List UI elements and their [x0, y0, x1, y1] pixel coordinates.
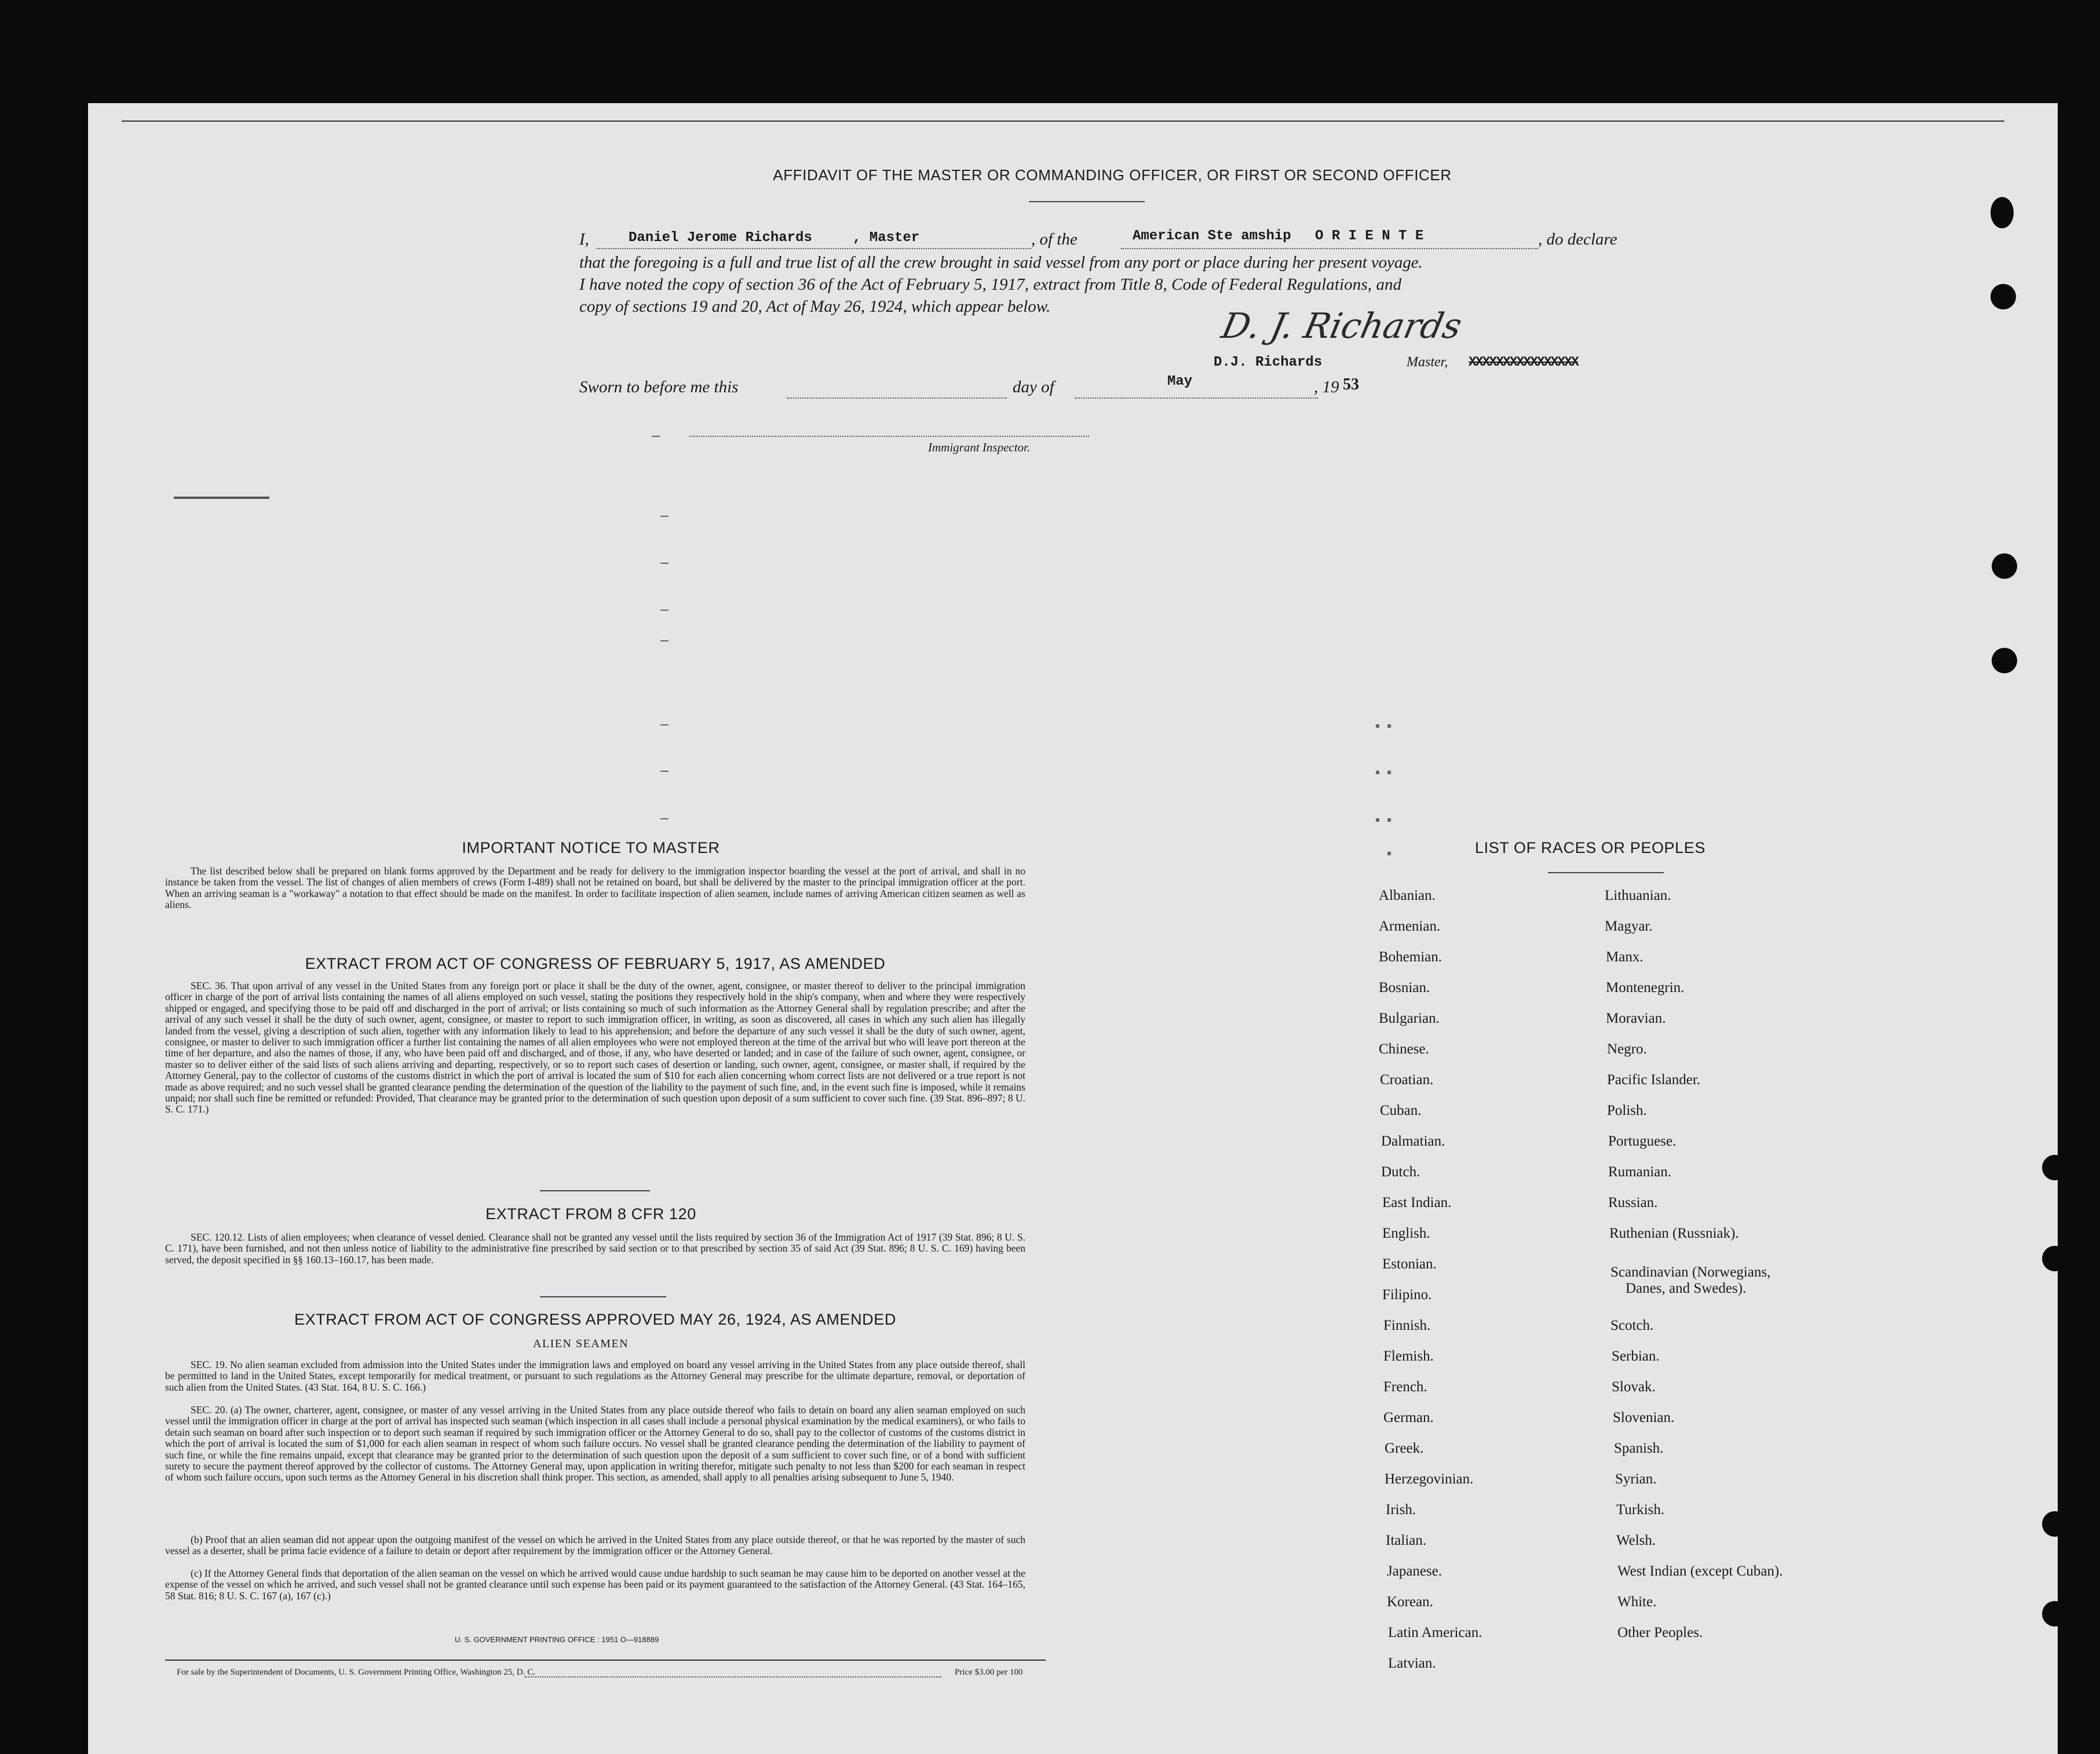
sworn-day-line [787, 398, 1007, 399]
race-item: White. [1617, 1594, 1657, 1610]
notice-text: The list described below shall be prepared on blank forms approved by the Department and be ready for delivery to the immigration inspector boarding the vessel at the port of arrival, and shall in no instance be taken from the vessel. The list of changes of alien members of crews (Form I-489) shall not be retained on board, but shall be delivered by the master to the principal immigration officer at the port. When an arriving seaman is a "workaway" a notation to that effect should be made on the manifest. In order to facilitate inspection of alien seamen, include names of arriving American citizen seamen as well as aliens. [165, 865, 1025, 911]
handwritten-signature [1218, 306, 1466, 347]
binder-hole [2042, 1155, 2068, 1180]
binder-hole [1991, 284, 2016, 309]
master-name: Daniel Jerome Richards [629, 230, 812, 246]
alien-seamen-subtitle: ALIEN SEAMEN [533, 1337, 629, 1350]
sworn-year: 53 [1343, 375, 1359, 393]
vessel-name: O R I E N T E [1315, 228, 1424, 244]
of-the-text: , of the [1031, 230, 1078, 249]
race-item: Rumanian. [1608, 1164, 1672, 1180]
affidavit-line-3: I have noted the copy of section 36 of the Act of February 5, 1917, extract from Title 8, Code of Federal Regulations, and [579, 275, 1402, 294]
left-tick [660, 771, 669, 772]
left-tick [652, 436, 660, 437]
right-tick [1376, 724, 1379, 728]
race-item: Scotch. [1610, 1318, 1654, 1333]
race-item: Flemish. [1383, 1348, 1434, 1364]
race-item: Bosnian. [1379, 980, 1430, 995]
race-item: West Indian (except Cuban). [1617, 1563, 1783, 1579]
affidavit-line-4: copy of sections 19 and 20, Act of May 26, 1924, which appear below. [579, 297, 1051, 316]
left-tick [660, 724, 669, 725]
race-item: German. [1383, 1410, 1434, 1425]
sworn-text: Sworn to before me this [579, 378, 739, 396]
race-item: Latvian. [1388, 1655, 1436, 1671]
document-sheet [88, 103, 2058, 1754]
race-item: Italian. [1386, 1533, 1427, 1548]
extract-1917-title: EXTRACT FROM ACT OF CONGRESS OF FEBRUARY 5, 1917, AS AMENDED [305, 955, 886, 972]
top-border-rule [122, 121, 2004, 122]
footer-left: For sale by the Superintendent of Documents, U. S. Government Printing Office, Washington 25, D. C. [177, 1668, 535, 1677]
race-item: Magyar. [1605, 918, 1653, 934]
inspector-line [689, 436, 1089, 437]
vessel-type: American Ste amship [1133, 228, 1291, 244]
signature-typed: D.J. Richards [1214, 355, 1323, 370]
race-item: Welsh. [1616, 1533, 1656, 1548]
inspector-label: Immigrant Inspector. [928, 440, 1031, 454]
left-tick [660, 610, 669, 611]
right-tick [1387, 818, 1391, 822]
right-tick [1387, 771, 1391, 774]
binder-hole [2042, 1246, 2068, 1271]
do-declare-text: , do declare [1538, 230, 1617, 249]
race-item: Moravian. [1606, 1011, 1666, 1026]
left-tick [660, 563, 669, 564]
race-item: Portuguese. [1608, 1133, 1677, 1149]
sworn-month-line [1075, 398, 1318, 399]
race-item: Montenegrin. [1606, 980, 1685, 995]
race-item: Armenian. [1379, 918, 1441, 934]
affidavit-line-2: that the foregoing is a full and true list of all the crew brought in said vessel from any port or place during her present voyage. [579, 253, 1423, 272]
day-of-text: day of [1013, 378, 1054, 396]
extract-1917-text: SEC. 36. That upon arrival of any vessel in the United States from any foreign port or place it shall be the duty of the owner, agent, consignee, or master thereof to deliver to the principal immigration officer in charge of the port of arrival lists containing the names of all aliens employed on such vessel, stating the positions they respectively hold in the ship's company, when and where they were respectively shipped or engaged, and specifying those to be paid off and discharged in the port of arrival; or lists containing so much of such information as the Attorney General shall by regulation prescribe; and after the arrival of any such vessel it shall be the duty of such owner, agent, consignee, or master to report to such immigration officer, in writing, as soon as discovered, all cases in which any such alien has illegally landed from the vessel, giving a description of such alien, together with any information likely to lead to his apprehension; and before the departure of any such vessel it shall be the duty of such owner, agent, consignee, or master to deliver to such immigration officer a further list containing the names of all alien employees who were not employed thereon at the time of the arrival but who will leave port thereon at the time of her departure, and also the names of those, if any, who have been paid off and discharged, and of those, if any, who have deserted or landed; and in case of the failure of such owner, agent, consignee, or master so to deliver either of the said lists of such aliens arriving and departing, respectively, or so to report such cases of desertion or landing, such owner, agent, consignee, or master shall, if required by the Attorney General, pay to the collector of customs of the customs district in which the port of arrival is located the sum of $10 for each alien concerning whom correct lists are not delivered or a true report is not made as above required; and no such vessel shall be granted clearance pending the determination of the question of the liability to the payment of such fine, and, in the event such fine is imposed, while it remains unpaid; nor shall such fine be remitted or refunded: Provided, That clearance may be granted prior to the determination of such question upon deposit of a sum sufficient to cover such fine. (39 Stat. 896–897; 8 U. S. C. 171.) [165, 980, 1025, 1115]
races-title-underline [1548, 872, 1664, 873]
race-item: Latin American. [1388, 1625, 1482, 1640]
sworn-month: May [1167, 374, 1193, 389]
race-item: Filipino. [1382, 1287, 1432, 1303]
race-item: Albanian. [1379, 888, 1436, 903]
footer-right: Price $3.00 per 100 [955, 1668, 1023, 1677]
race-item: Spanish. [1614, 1441, 1664, 1456]
race-item: Russian. [1608, 1195, 1658, 1210]
notice-title: IMPORTANT NOTICE TO MASTER [462, 839, 720, 856]
race-item: Cuban. [1380, 1103, 1422, 1118]
race-item: Irish. [1386, 1502, 1416, 1518]
race-item: Pacific Islander. [1607, 1072, 1701, 1088]
race-item: Japanese. [1387, 1563, 1442, 1579]
races-title: LIST OF RACES OR PEOPLES [1474, 839, 1706, 856]
signature-script: D. J. Richards [1218, 306, 1466, 347]
race-item: Slovenian. [1613, 1410, 1675, 1425]
left-tick [660, 818, 669, 819]
race-item: Slovak. [1612, 1379, 1656, 1395]
extract-1924-title: EXTRACT FROM ACT OF CONGRESS APPROVED MAY 26, 1924, AS AMENDED [294, 1311, 896, 1328]
section-divider [540, 1296, 666, 1297]
extract-1924-sec19: SEC. 19. No alien seaman excluded from admission into the United States under the immigration laws and employed on board any vessel arriving in the United States from any place outside thereof, shall be permitted to land in the United States, except temporarily for medical treatment, or pursuant to such regulations as the Attorney General may prescribe for the ultimate departure, removal, or deportation of such alien from the United States. (43 Stat. 164, 8 U. S. C. 166.) [165, 1359, 1025, 1393]
left-tick [660, 640, 669, 641]
race-item: Serbian. [1612, 1348, 1660, 1364]
extract-1924-sec20b: (b) Proof that an alien seaman did not appear upon the outgoing manifest of the vessel on which he arrived in the United States from any place outside thereof, or that he was reported by the master of such vessel as a deserter, shall be prima facie evidence of a failure to detain or deport after requirement by the immigration officer or the Attorney General. [165, 1534, 1025, 1557]
binder-hole [1992, 648, 2017, 673]
master-label: Master, [1407, 355, 1448, 370]
race-item: Dutch. [1381, 1164, 1420, 1180]
binder-hole [2042, 1511, 2068, 1537]
race-item: Turkish. [1616, 1502, 1665, 1518]
race-item: Polish. [1607, 1103, 1647, 1118]
race-item: Manx. [1606, 949, 1644, 965]
extract-1924-sec20a: SEC. 20. (a) The owner, charterer, agent, consignee, or master of any vessel arriving in the United States from any place outside thereof who fails to detain on board any alien seaman employed on such vessel until the immigration officer in charge at the port of arrival has inspected such seaman (which inspection in all cases shall include a personal physical examination by the medical examiners), or who fails to detain such seaman on board after such inspection or to deport such seaman if required by such immigration officer or the Attorney General to do so, shall pay to the collector of customs of the customs district in which the port of arrival is located the sum of $1,000 for each alien seaman in respect of whom such failure occurs. No vessel shall be granted clearance pending the determination of the liability to payment of such fine, or while the fine remains unpaid, except that clearance may be granted prior to the determination of such question upon the deposit of a sum sufficient to cover such fine, or of a bond with sufficient surety to secure the payment thereof approved by the collector of customs. The Attorney General may, upon application in writing therefor, mitigate such penalty to not less than $200 for each seaman in respect of whom such failure occurs, upon such terms as the Attorney General in his discretion shall think proper. This section, as amended, shall apply to all penalties arising subsequent to June 5, 1940. [165, 1404, 1025, 1483]
affidavit-pre-name: I, [579, 230, 589, 249]
race-item: East Indian. [1382, 1195, 1452, 1210]
title-underline [1029, 201, 1145, 202]
race-item: Chinese. [1379, 1041, 1429, 1057]
race-item: Ruthenian (Russniak). [1609, 1226, 1739, 1241]
race-item: Bulgarian. [1379, 1011, 1440, 1026]
struck-title: XXXXXXXXXXXXXXXX [1469, 355, 1578, 370]
binder-hole [1991, 197, 2014, 228]
race-item: Scandinavian (Norwegians, [1610, 1264, 1771, 1280]
year-prefix: , 19 [1314, 378, 1339, 396]
race-item: Negro. [1607, 1041, 1647, 1057]
right-tick [1376, 771, 1379, 774]
race-item: French. [1383, 1379, 1427, 1395]
extract-cfr-text: SEC. 120.12. Lists of alien employees; when clearance of vessel denied. Clearance shall not be granted any vessel until the lists required by section 36 of the Immigration Act of 1917 (39 Stat. 896; 8 U. S. C. 171), have been furnished, and not then unless notice of liability to the administrative fine prescribed by said section or to that prescribed by section 35 of said Act (39 Stat. 896; 8 U. S. C. 169) having been served, the deposit specified in §§ 160.13–160.17, has been made. [165, 1231, 1025, 1266]
printing-office-line: U. S. GOVERNMENT PRINTING OFFICE : 1951 O—918889 [455, 1635, 659, 1644]
race-item: Bohemian. [1379, 949, 1442, 965]
section-divider [540, 1190, 650, 1191]
binder-hole [1992, 553, 2017, 579]
master-rank: , Master [853, 230, 920, 246]
race-item: English. [1382, 1226, 1430, 1241]
race-item: Croatian. [1380, 1072, 1434, 1088]
race-item: Finnish. [1383, 1318, 1431, 1333]
race-item: Herzegovinian. [1385, 1471, 1474, 1487]
race-item: Syrian. [1615, 1471, 1657, 1487]
extract-cfr-title: EXTRACT FROM 8 CFR 120 [485, 1205, 696, 1223]
race-item: Lithuanian. [1605, 888, 1671, 903]
right-tick [1387, 724, 1391, 728]
margin-mark [174, 497, 269, 499]
left-tick [660, 516, 669, 517]
name-line [597, 248, 1031, 249]
vessel-line [1121, 248, 1538, 249]
race-item: Other Peoples. [1617, 1625, 1703, 1640]
footer-dots [524, 1676, 941, 1678]
bleed-through [1344, 429, 1352, 443]
extract-1924-sec20c: (c) If the Attorney General finds that deportation of the alien seaman on the vessel on which he arrived would cause undue hardship to such seaman he may cause him to be deported on another vessel at the expense of the vessel on which he arrived, and such vessel shall not be granted clearance until such expense has been paid or its payment guaranteed to the satisfaction of the Attorney General. (43 Stat. 164–165, 58 Stat. 816; 8 U. S. C. 167 (a), 167 (c).) [165, 1567, 1025, 1602]
binder-hole [2042, 1601, 2068, 1627]
race-item: Korean. [1387, 1594, 1433, 1610]
race-item: Dalmatian. [1381, 1133, 1445, 1149]
footer-rule [165, 1660, 1046, 1661]
race-item: Danes, and Swedes). [1626, 1281, 1747, 1296]
race-item: Estonian. [1382, 1256, 1437, 1272]
affidavit-title: AFFIDAVIT OF THE MASTER OR COMMANDING OFFICER, OR FIRST OR SECOND OFFICER [773, 166, 1452, 184]
right-tick [1376, 818, 1379, 822]
race-item: Greek. [1385, 1441, 1424, 1456]
